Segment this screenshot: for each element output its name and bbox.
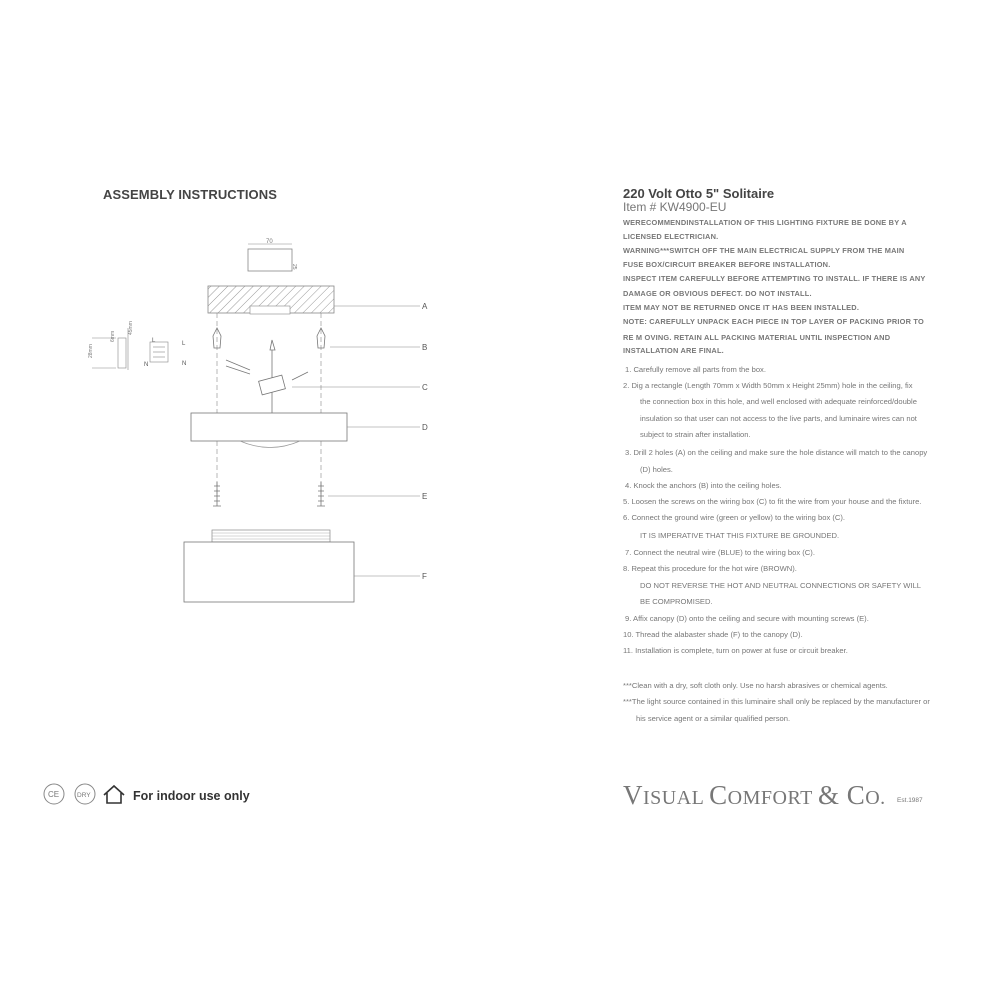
- drop-lines: [217, 313, 321, 495]
- brand-part: ISUAL: [643, 787, 710, 809]
- wire-label-n2: N: [182, 361, 187, 367]
- warning-line: WARNING***SWITCH OFF THE MAIN ELECTRICAL SUPPLY FROM THE MAIN: [623, 246, 905, 255]
- step-line: BE COMPROMISED.: [640, 597, 713, 606]
- step-line: 11. Installation is complete, turn on power at fuse or circuit breaker.: [623, 646, 848, 655]
- ce-mark-text: CE: [48, 790, 60, 799]
- warning-line: INSPECT ITEM CAREFULLY BEFORE ATTEMPTING TO INSTALL. IF THERE IS ANY: [623, 274, 926, 283]
- note-line: ***Clean with a dry, soft cloth only. Use no harsh abrasives or chemical agents.: [623, 681, 888, 690]
- house-icon: [104, 786, 124, 803]
- product-title: 220 Volt Otto 5" Solitaire: [623, 186, 775, 201]
- assembly-instructions-title: ASSEMBLY INSTRUCTIONS: [103, 187, 278, 202]
- step-line: 6. Connect the ground wire (green or yellow) to the wiring box (C).: [623, 513, 846, 522]
- brand-part: C: [709, 780, 728, 810]
- connection-box-drawing: [248, 239, 297, 271]
- warning-line: FUSE BOX/CIRCUIT BREAKER BEFORE INSTALLATION.: [623, 260, 831, 269]
- dry-mark-text: DRY: [77, 792, 91, 799]
- warning-line: DAMAGE OR OBVIOUS DEFECT. DO NOT INSTALL.: [623, 289, 812, 298]
- warning-line: NOTE: CAREFULLY UNPACK EACH PIECE IN TOP LAYER OF PACKING PRIOR TO: [623, 317, 924, 326]
- brand-part: & C: [817, 780, 866, 810]
- brand-part: OMFORT: [727, 787, 818, 809]
- label-d: D: [422, 423, 428, 432]
- marks-svg: [42, 782, 132, 808]
- step-line: 2. Dig a rectangle (Length 70mm x Width 50mm x Height 25mm) hole in the ceiling, fix: [623, 381, 913, 390]
- warning-line: INSTALLATION ARE FINAL.: [623, 346, 724, 355]
- note-line: his service agent or a similar qualified person.: [636, 714, 791, 723]
- label-a: A: [422, 302, 428, 311]
- step-line: the connection box in this hole, and well enclosed with adequate reinforced/double: [640, 397, 917, 406]
- item-number: Item # KW4900-EU: [623, 200, 727, 214]
- warning-line: ITEM MAY NOT BE RETURNED ONCE IT HAS BEEN INSTALLED.: [623, 303, 860, 312]
- step-line: DO NOT REVERSE THE HOT AND NEUTRAL CONNECTIONS OR SAFETY WILL: [640, 581, 922, 590]
- shade-drawing: [184, 530, 427, 602]
- step-line: 9. Affix canopy (D) onto the ceiling and secure with mounting screws (E).: [625, 614, 869, 623]
- step-line: 8. Repeat this procedure for the hot wire (BROWN).: [623, 564, 797, 573]
- step-line: 7. Connect the neutral wire (BLUE) to the wiring box (C).: [625, 548, 815, 557]
- step-line: 5. Loosen the screws on the wiring box (C) to fit the wire from your house and the fixture.: [623, 497, 922, 506]
- dimension-25-label: 25: [291, 264, 297, 270]
- label-f: F: [422, 572, 427, 581]
- warning-line: LICENSED ELECTRICIAN.: [623, 232, 719, 241]
- wire-label-n1: N: [144, 362, 149, 368]
- established-year: Est.1987: [897, 797, 923, 804]
- note-line: ***The light source contained in this luminaire shall only be replaced by the manufacturer or: [623, 697, 930, 706]
- anchor-b-drawing: [213, 328, 427, 352]
- indoor-use-text: For indoor use only: [133, 789, 250, 803]
- side-dim-28mm: 28mm: [88, 344, 94, 358]
- brand-logo: [623, 780, 886, 811]
- step-line: (D) holes.: [640, 465, 673, 474]
- side-dim-6mm: 6mm: [110, 330, 116, 342]
- warning-line: WERECOMMENDINSTALLATION OF THIS LIGHTING FIXTURE BE DONE BY A: [623, 218, 907, 227]
- step-line: 3. Drill 2 holes (A) on the ceiling and make sure the hole distance will match to the canopy: [625, 448, 928, 457]
- wire-label-l1: L: [152, 338, 156, 344]
- step-line: IT IS IMPERATIVE THAT THIS FIXTURE BE GROUNDED.: [640, 531, 840, 540]
- canopy-drawing: [191, 413, 428, 448]
- assembly-diagram: [80, 230, 460, 620]
- side-dim-45mm: 45mm: [128, 321, 134, 335]
- step-line: insulation so that user can not access to the live parts, and luminaire wires can not: [640, 414, 917, 423]
- ceiling-drawing: [208, 286, 428, 314]
- certification-marks: [42, 782, 132, 808]
- screw-e-drawing: [213, 482, 420, 506]
- brand-part: V: [623, 780, 643, 810]
- dimension-70-label: 70: [266, 239, 273, 245]
- step-line: 1. Carefully remove all parts from the box.: [625, 365, 766, 374]
- wiring-box-drawing: [226, 340, 420, 418]
- warning-line: RE M OVING. RETAIN ALL PACKING MATERIAL UNTIL INSPECTION AND: [623, 333, 891, 342]
- label-b: B: [422, 343, 428, 352]
- brand-part: O.: [865, 787, 886, 809]
- label-e: E: [422, 492, 428, 501]
- step-line: 10. Thread the alabaster shade (F) to the canopy (D).: [623, 630, 803, 639]
- label-c: C: [422, 383, 428, 392]
- wire-label-l2: L: [182, 341, 186, 347]
- step-line: subject to strain after installation.: [640, 430, 751, 439]
- step-line: 4. Knock the anchors (B) into the ceiling holes.: [625, 481, 782, 490]
